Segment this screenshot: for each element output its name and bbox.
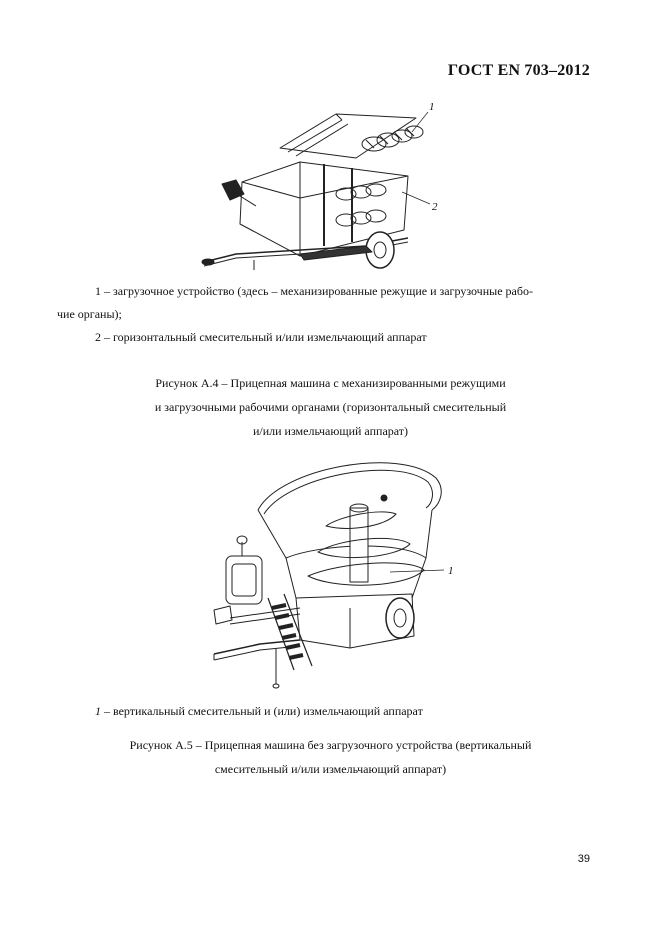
figure-a5-caption-line: Рисунок А.5 – Прицепная машина без загрузочного устройства (вертикальный: [129, 738, 532, 752]
figure-a5-legend-text: – вертикальный смесительный и (или) измельчающий аппарат: [101, 704, 423, 718]
figure-a4-legend-item-2: 2 – горизонтальный смесительный и/или измельчающий аппарат: [95, 330, 427, 344]
ladder: [268, 594, 312, 670]
horizontal-augers: [336, 184, 386, 226]
figure-a5-drawing: [200, 448, 470, 693]
figure-a4-caption-line: Рисунок А.4 – Прицепная машина с механизированными режущими: [155, 376, 506, 390]
standard-header: ГОСТ EN 703–2012: [447, 62, 590, 79]
wheel: [386, 598, 414, 638]
figure-a4-caption-line: и/или измельчающий аппарат): [252, 424, 409, 438]
page-number: 39: [577, 853, 590, 865]
hopper-rim: [258, 463, 441, 510]
figure-a4-legend-item-1-line-2: чие органы);: [57, 307, 122, 321]
figure-a5-callout-1: 1: [448, 565, 454, 577]
figure-a5-caption: [0, 733, 661, 781]
platform-railing: [226, 536, 262, 604]
figure-a4-callout-2: 2: [432, 201, 438, 213]
figure-a5-legend-number: 1: [95, 704, 101, 718]
figure-a4-caption: [0, 371, 661, 443]
figure-a4-caption-line: и загрузочными рабочими органами (горизонтальный смесительный: [154, 400, 507, 414]
figure-a4-legend-item-1-line-1: 1 – загрузочное устройство (здесь – механизированные режущие и загрузочные рабо-: [95, 284, 533, 298]
figure-a5-legend-item-1: [95, 700, 423, 722]
figure-a4-drawing: [196, 96, 456, 276]
loader-boom: [280, 114, 416, 158]
figure-a5-caption-line: смесительный и/или измельчающий аппарат): [214, 762, 447, 776]
figure-a4-callout-1: 1: [429, 101, 435, 113]
